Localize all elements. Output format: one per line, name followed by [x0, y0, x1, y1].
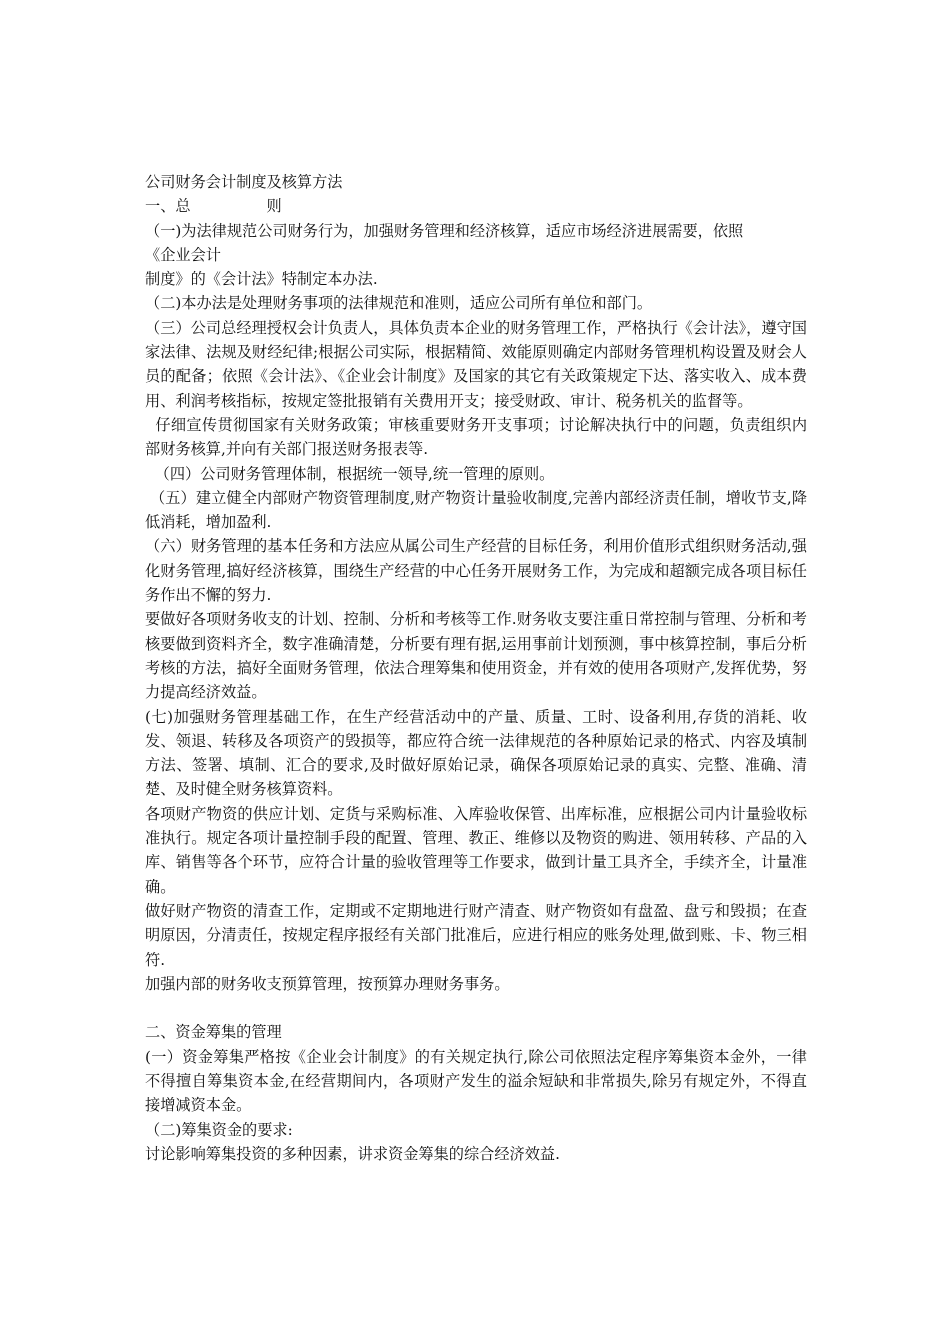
document-title: 公司财务会计制度及核算方法 — [145, 173, 343, 191]
paragraph-12: 加强内部的财务收支预算管理，按预算办理财务事务。 — [145, 974, 510, 993]
paragraph-10: 各项财产物资的供应计划、定货与采购标准、入库验收保管、出库标准，应根据公司内计量验收标准执行。规定各项计量控制手段的配置、管理、教正、维修以及物资的购进、领用转移、产品的入库、销售等各个环节，应符合计量的验收管理等工作要求，做到计量工具齐全，手续齐全，计量准确。 — [145, 804, 807, 896]
paragraph-1-line-3: 制度》的《会计法》特制定本办法. — [145, 270, 378, 289]
paragraph-6: （五）建立健全内部财产物资管理制度,财产物资计量验收制度,完善内部经济责任制，增收节支,降低消耗，增加盈利. — [145, 488, 808, 532]
paragraph-5: （四）公司财务管理体制，根据统一领导,统一管理的原则。 — [145, 464, 555, 483]
document-body — [145, 170, 807, 1166]
section-heading-fund-raising: 二、资金筹集的管理 — [145, 1023, 282, 1042]
section-heading-general: 一、总 则 — [145, 197, 282, 216]
paragraph-9: (七)加强财务管理基础工作，在生产经营活动中的产量、质量、工时、设备利用,存货的消耗、收发、领退、转移及各项资产的毁损等，都应符合统一法律规范的各种原始记录的格式、内容及填制方法、签署、填制、汇合的要求,及时做好原始记录，确保各项原始记录的真实、完整、准确、清楚、及时健全财务核算资料。 — [145, 707, 807, 799]
paragraph-7: （六）财务管理的基本任务和方法应从属公司生产经营的目标任务，利用价值形式组织财务活动,强化财务管理,搞好经济核算，围绕生产经营的中心任务开展财务工作，为完成和超额完成各项目标任务作出不懈的努力. — [145, 537, 807, 605]
paragraph-11: 做好财产物资的清查工作，定期或不定期地进行财产清查、财产物资如有盘盈、盘亏和毁损；在查明原因，分清责任，按规定程序报经有关部门批准后，应进行相应的账务处理,做到账、卡、物三相符. — [145, 901, 807, 969]
paragraph-4: 仔细宣传贯彻国家有关财务政策；审核重要财务开支事项；讨论解决执行中的问题，负责组织内部财务核算,并向有关部门报送财务报表等. — [145, 415, 808, 459]
paragraph-15: 讨论影响筹集投资的多种因素，讲求资金筹集的综合经济效益. — [145, 1144, 560, 1163]
paragraph-3: （三）公司总经理授权会计负责人，具体负责本企业的财务管理工作，严格执行《会计法》，遵守国家法律、法规及财经纪律;根据公司实际，根据精简、效能原则确定内部财务管理机构设置及财会人员的配备；依照《会计法》、《企业会计制度》及国家的其它有关政策规定下达、落实收入、成本费用、利润考核指标，按规定签批报销有关费用开支；接受财政、审计、税务机关的监督等。 — [145, 318, 807, 410]
blank-line — [145, 996, 807, 1020]
paragraph-1-line-2: 《企业会计 — [145, 245, 221, 264]
paragraph-1-line-1: （一)为法律规范公司财务行为，加强财务管理和经济核算，适应市场经济进展需要，依照 — [145, 221, 744, 240]
paragraph-13: (一）资金筹集严格按《企业会计制度》的有关规定执行,除公司依照法定程序筹集资本金外，一律不得擅自筹集资本金,在经营期间内，各项财产发生的溢余短缺和非常损失,除另有规定外，不得直接增减资本金。 — [145, 1047, 807, 1115]
paragraph-2: （二)本办法是处理财务事项的法律规范和准则，适应公司所有单位和部门。 — [145, 294, 653, 313]
paragraph-14: （二)筹集资金的要求: — [145, 1120, 293, 1139]
paragraph-8: 要做好各项财务收支的计划、控制、分析和考核等工作.财务收支要注重日常控制与管理、分析和考核要做到资料齐全，数字准确清楚，分析要有理有据,运用事前计划预测，事中核算控制，事后分析考核的方法，搞好全面财务管理，依法合理筹集和使用资金，并有效的使用各项财产,发挥优势，努力提高经济效益。 — [145, 610, 807, 702]
